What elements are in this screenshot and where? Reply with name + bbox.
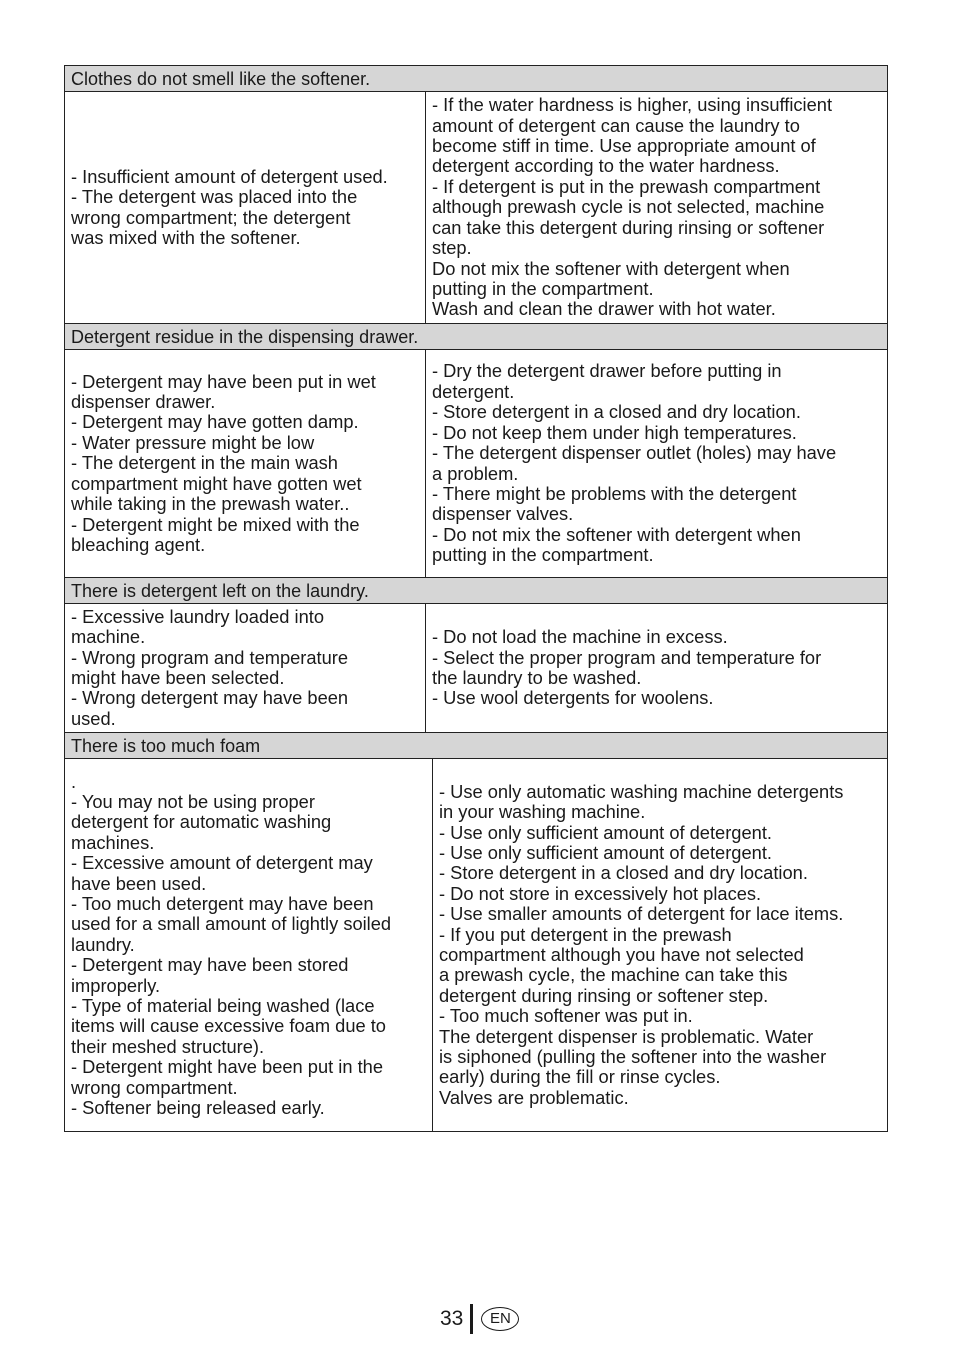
page-number: 33 <box>440 1307 464 1330</box>
text-line: Do not mix the softener with detergent when <box>432 257 790 279</box>
text-line: The detergent dispenser is problematic. Water <box>439 1025 814 1047</box>
text-line: their meshed structure). <box>71 1035 265 1057</box>
text-line: detergent during rinsing or softener step. <box>439 984 769 1006</box>
text-line: bleaching agent. <box>71 533 206 555</box>
text-line: a prewash cycle, the machine can take this <box>439 964 788 986</box>
text-line: - Detergent might have been put in the <box>71 1056 383 1078</box>
section-header: There is detergent left on the laundry. <box>65 578 887 604</box>
remedy-cell <box>426 604 887 732</box>
text-line: can take this detergent during rinsing or softener <box>432 216 825 238</box>
text-line: Wash and clean the drawer with hot water. <box>432 298 776 320</box>
text-line: wrong compartment; the detergent <box>71 206 351 228</box>
text-line: machines. <box>71 831 155 853</box>
text-line: - Store detergent in a closed and dry location. <box>432 401 801 423</box>
text-line: - Use only sufficient amount of detergent. <box>439 841 772 863</box>
cause-cell <box>65 350 426 577</box>
text-line: - Too much softener was put in. <box>439 1005 693 1027</box>
text-line: step. <box>432 237 472 259</box>
text-line: - If detergent is put in the prewash compartment <box>432 175 821 197</box>
text-line: - You may not be using proper <box>71 790 315 812</box>
text-line: - Do not store in excessively hot places. <box>439 882 762 904</box>
cause-cell <box>65 604 426 732</box>
text-line: - Type of material being washed (lace <box>71 995 375 1017</box>
text-line: - Do not keep them under high temperatures. <box>432 421 797 443</box>
text-line: was mixed with the softener. <box>71 226 301 248</box>
text-line: putting in the compartment. <box>432 277 654 299</box>
text-line: early) during the fill or rinse cycles. <box>439 1066 721 1088</box>
section-body <box>65 759 887 1131</box>
remedy-cell <box>433 759 887 1131</box>
troubleshooting-table <box>64 65 888 1132</box>
text-line: although prewash cycle is not selected, machine <box>432 196 825 218</box>
text-line: - Dry the detergent drawer before putting in <box>432 360 782 382</box>
page-footer <box>440 1303 519 1335</box>
footer-divider <box>470 1304 473 1334</box>
text-line: machine. <box>71 626 146 648</box>
text-line: - There might be problems with the detergent <box>432 482 797 504</box>
text-line: - Wrong program and temperature <box>71 646 349 668</box>
text-line: - Do not mix the softener with detergent when <box>432 523 801 545</box>
remedy-cell <box>426 350 887 577</box>
text-line: have been used. <box>71 872 207 894</box>
cause-cell <box>65 92 426 323</box>
text-line: - Wrong detergent may have been <box>71 687 349 709</box>
remedy-cell <box>426 92 887 323</box>
text-line: - Water pressure might be low <box>71 431 315 453</box>
text-line: - Detergent might be mixed with the <box>71 513 360 535</box>
section-body <box>65 604 887 732</box>
text-line: laundry. <box>71 933 135 955</box>
text-line: detergent for automatic washing <box>71 811 332 833</box>
text-line: wrong compartment. <box>71 1076 238 1098</box>
text-line: - Detergent may have gotten damp. <box>71 411 359 433</box>
text-line: - If you put detergent in the prewash <box>439 923 732 945</box>
text-line: - Detergent may have been put in wet <box>71 370 376 392</box>
text-line: - Use wool detergents for woolens. <box>432 687 714 709</box>
text-line: - Too much detergent may have been <box>71 892 374 914</box>
text-line: detergent. <box>432 380 515 402</box>
text-line: dispenser drawer. <box>71 391 216 413</box>
text-line: - Use only automatic washing machine detergents <box>439 780 844 802</box>
cause-cell <box>65 759 433 1131</box>
text-line: while taking in the prewash water.. <box>71 493 350 515</box>
text-line: is siphoned (pulling the softener into the washer <box>439 1046 827 1068</box>
language-badge: EN <box>481 1307 519 1331</box>
text-line: - Store detergent in a closed and dry location. <box>439 862 808 884</box>
text-line: putting in the compartment. <box>432 544 654 566</box>
text-line: - Do not load the machine in excess. <box>432 626 728 648</box>
text-line: - The detergent was placed into the <box>71 186 358 208</box>
text-line: - Use smaller amounts of detergent for lace items. <box>439 903 844 925</box>
text-line: - If the water hardness is higher, using insufficient <box>432 94 833 116</box>
section-header: There is too much foam <box>65 733 887 759</box>
text-line: compartment might have gotten wet <box>71 472 362 494</box>
text-line: dispenser valves. <box>432 503 574 525</box>
section-header: Detergent residue in the dispensing drawer. <box>65 324 887 350</box>
text-line: - Softener being released early. <box>71 1097 325 1119</box>
text-line: - Excessive laundry loaded into <box>71 605 325 627</box>
text-line: detergent according to the water hardness. <box>432 155 780 177</box>
text-line: - Insufficient amount of detergent used. <box>71 165 388 187</box>
text-line: . <box>71 770 77 792</box>
text-line: in your washing machine. <box>439 801 646 823</box>
text-line: amount of detergent can cause the laundry to <box>432 114 800 136</box>
text-line: - The detergent dispenser outlet (holes) may have <box>432 442 837 464</box>
text-line: become stiff in time. Use appropriate amount of <box>432 135 816 157</box>
text-line: might have been selected. <box>71 667 285 688</box>
section-drawer-residue <box>64 323 888 577</box>
text-line: - Select the proper program and temperature for <box>432 646 822 668</box>
section-body <box>65 350 887 577</box>
text-line: improperly. <box>71 974 161 996</box>
section-softener-smell <box>64 65 888 323</box>
section-detergent-on-laundry <box>64 577 888 732</box>
text-line: a problem. <box>432 462 519 484</box>
text-line: Valves are problematic. <box>439 1086 629 1108</box>
text-line: used for a small amount of lightly soiled <box>71 913 392 935</box>
section-too-much-foam <box>64 732 888 1132</box>
text-line: - The detergent in the main wash <box>71 452 338 474</box>
text-line: used. <box>71 707 116 729</box>
text-line: - Excessive amount of detergent may <box>71 852 373 874</box>
text-line: items will cause excessive foam due to <box>71 1015 386 1037</box>
section-header: Clothes do not smell like the softener. <box>65 66 887 92</box>
text-line: the laundry to be washed. <box>432 667 642 688</box>
section-body <box>65 92 887 323</box>
text-line: compartment although you have not selected <box>439 944 804 965</box>
text-line: - Detergent may have been stored <box>71 954 349 976</box>
text-line: - Use only sufficient amount of detergent. <box>439 821 772 843</box>
